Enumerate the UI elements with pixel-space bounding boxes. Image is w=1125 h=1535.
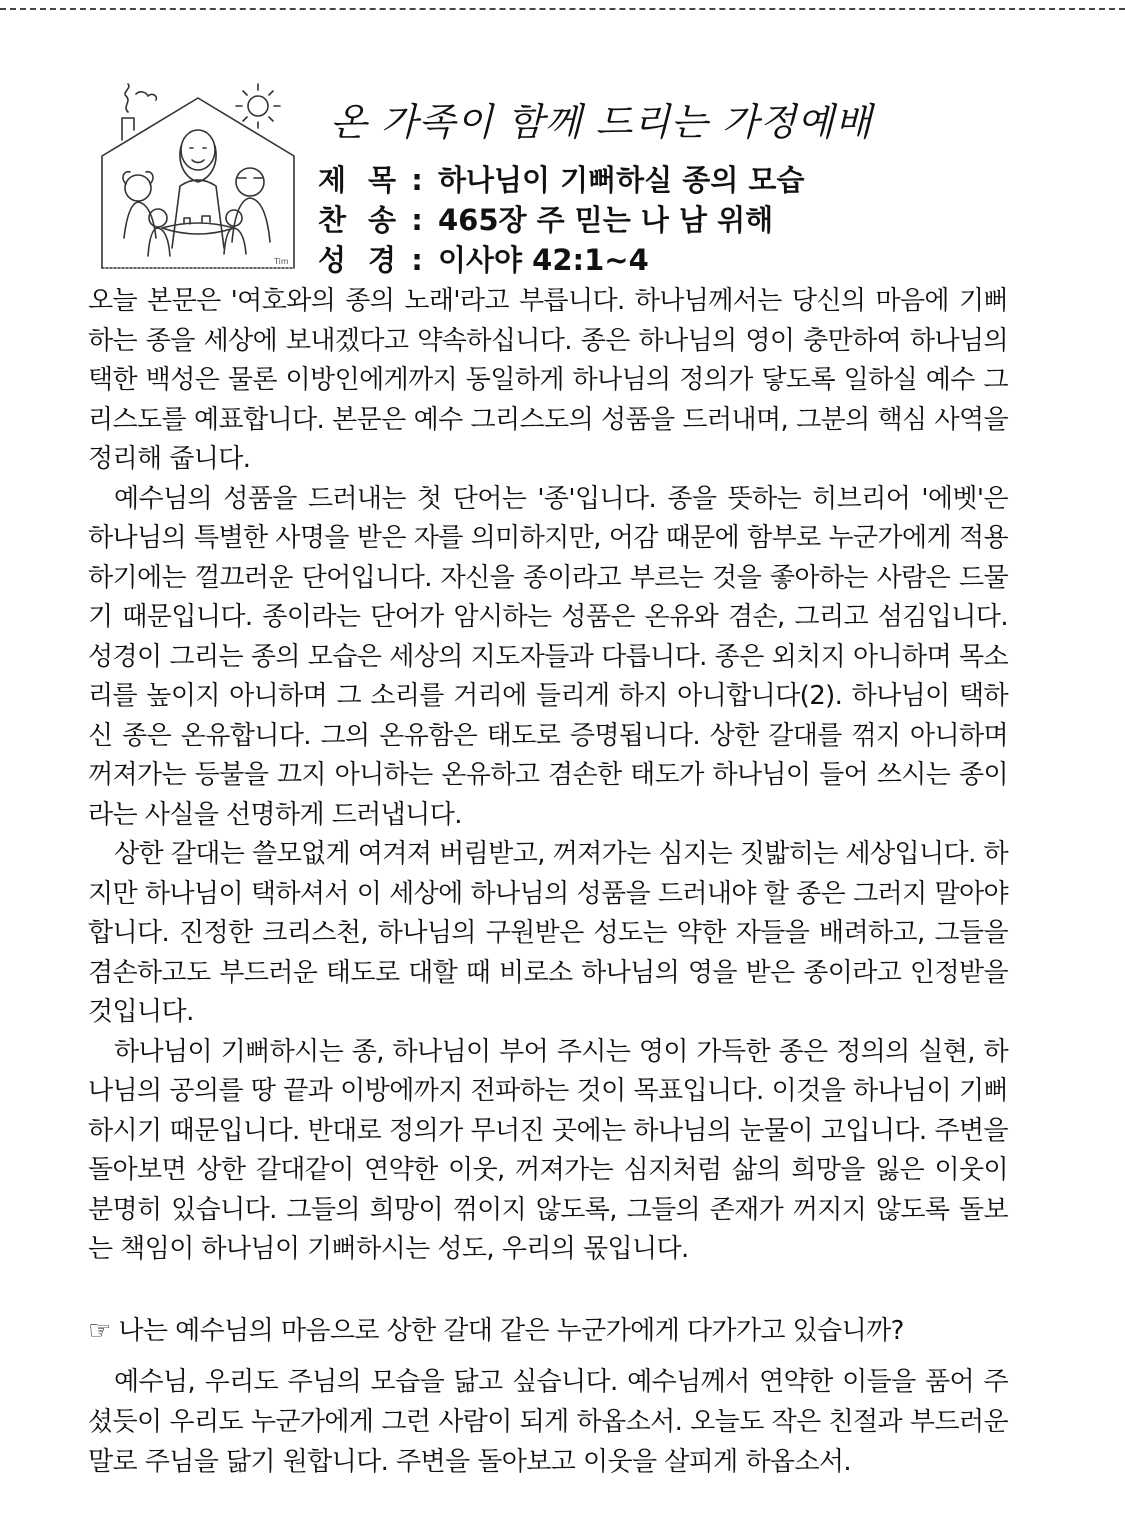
info-label-topic: 제 목 [318, 163, 396, 197]
closing-prayer: 예수님, 우리도 주님의 모습을 닮고 싶습니다. 예수님께서 연약한 이들을 품어 주셨듯이 우리도 누군가에게 그런 사람이 되게 하옵소서. 오늘도 작은 친절과 부드러운 말로 주님을 닮기 원합니다. 주변을 돌아보고 이웃을 살피게 하옵소서. [88, 1367, 1008, 1477]
info-label-hymn: 찬 송 [318, 203, 396, 237]
pointing-hand-icon: ☞ [88, 1316, 111, 1346]
info-label-scripture: 성 경 [318, 243, 396, 277]
info-separator: : [411, 243, 423, 277]
svg-text:Tim: Tim [274, 257, 289, 266]
top-dashed-rule [0, 8, 1125, 10]
body-paragraph-4: 하나님이 기뻐하시는 종, 하나님이 부어 주시는 영이 가득한 종은 정의의 실현, 하나님의 공의를 땅 끝과 이방에까지 전파하는 것이 목표입니다. 이것을 하나님이 기뻐하시기 때문입니다. 반대로 정의가 무너진 곳에는 하나님의 눈물이 고입니다. 주변을 돌아보면 상한 갈대같이 연약한 이웃, 꺼져가는 심지처럼 삶의 희망을 잃은 이웃이 분명히 있습니다. 그들의 희망이 꺾이지 않도록, 그들의 존재가 꺼지지 않도록 돌보는 책임이 하나님이 기뻐하시는 성도, 우리의 몫입니다. [88, 1036, 1008, 1264]
info-value-topic: 하나님이 기뻐하실 종의 모습 [438, 163, 805, 197]
reflection-question [88, 1311, 1018, 1351]
body-paragraph-3: 상한 갈대는 쓸모없게 여겨져 버림받고, 꺼져가는 심지는 짓밟히는 세상입니다. 하지만 하나님이 택하셔서 이 세상에 하나님의 성품을 드러내야 할 종은 그러지 말아야 합니다. 진정한 크리스천, 하나님의 구원받은 성도는 약한 자들을 배려하고, 그들을 겸손하고도 부드러운 태도로 대할 때 비로소 하나님의 영을 받은 종이라고 인정받을 것입니다. [88, 839, 1008, 1027]
info-separator: : [411, 203, 423, 237]
page-title: 온 가족이 함께 드리는 가정예배 [330, 100, 873, 144]
family-worship-illustration [98, 78, 298, 273]
body-paragraph-2: 예수님의 성품을 드러내는 첫 단어는 '종'입니다. 종을 뜻하는 히브리어 '에벳'은 하나님의 특별한 사명을 받은 자를 의미하지만, 어감 때문에 함부로 누군가에게 적용하기에는 껄끄러운 단어입니다. 자신을 종이라고 부르는 것을 좋아하는 사람은 드물기 때문입니다. 종이라는 단어가 암시하는 성품은 온유와 겸손, 그리고 섬김입니다. 성경이 그리는 종의 모습은 세상의 지도자들과 다릅니다. 종은 외치지 아니하며 목소리를 높이지 아니하며 그 소리를 거리에 들리게 하지 아니합니다(2). 하나님이 택하신 종은 온유합니다. 그의 온유함은 태도로 증명됩니다. 상한 갈대를 꺾지 아니하며 꺼져가는 등불을 끄지 아니하는 온유하고 겸손한 태도가 하나님이 들어 쓰시는 종이라는 사실을 선명하게 드러냅니다. [88, 483, 1008, 830]
info-value-hymn: 465장 주 믿는 나 남 위해 [438, 203, 774, 237]
info-row-hymn [318, 200, 773, 240]
info-row-topic [318, 160, 804, 200]
reflection-question-text: 나는 예수님의 마음으로 상한 갈대 같은 누군가에게 다가가고 있습니까? [118, 1316, 904, 1346]
body-paragraph-1: 오늘 본문은 '여호와의 종의 노래'라고 부릅니다. 하나님께서는 당신의 마음에 기뻐하는 종을 세상에 보내겠다고 약속하십니다. 종은 하나님의 영이 충만하여 하나님의 택한 백성은 물론 이방인에게까지 동일하게 하나님의 정의가 닿도록 일하실 예수 그리스도를 예표합니다. 본문은 예수 그리스도의 성품을 드러내며, 그분의 핵심 사역을 정리해 줍니다. [88, 286, 1008, 474]
sermon-body [88, 282, 1008, 1270]
info-row-scripture [318, 240, 649, 280]
info-value-scripture: 이사야 42:1~4 [438, 243, 649, 277]
info-separator: : [411, 163, 423, 197]
